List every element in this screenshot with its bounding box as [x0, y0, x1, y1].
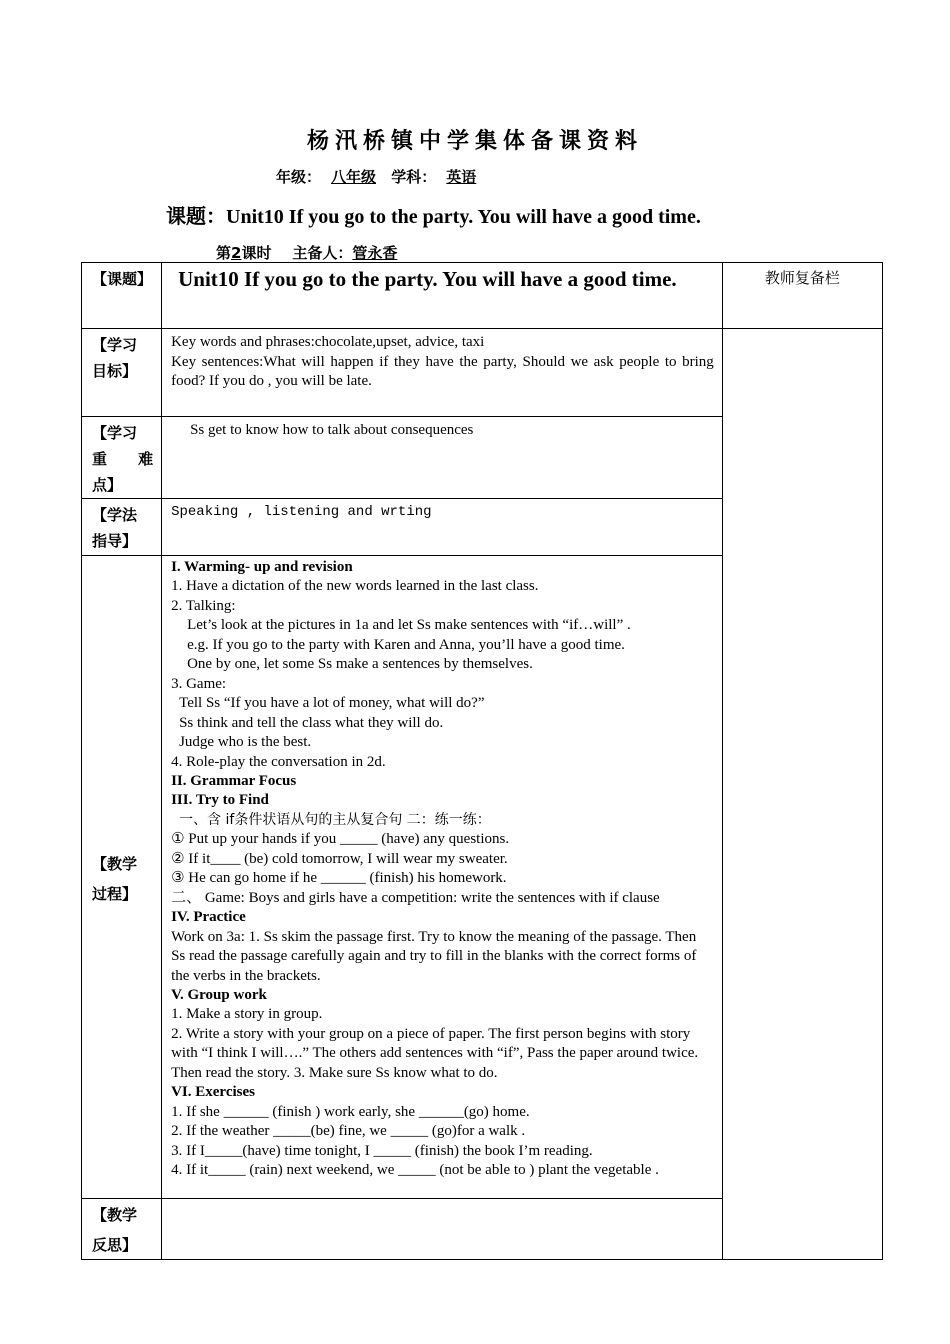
section-heading: IV. Practice	[171, 909, 246, 926]
preparer-name: 管永香	[352, 244, 398, 262]
teacher-review-column	[722, 329, 882, 1260]
difficulty-row-text: Ss get to know how to talk about consequences	[162, 417, 723, 499]
goals-sentences: Key sentences:What will happen if they have the party, Should we ask people to bring food? If you do , you will be late.	[171, 353, 714, 389]
grade-value: 八年级	[331, 168, 377, 186]
text-line: 1. Have a dictation of the new words learned in the last class.	[171, 578, 539, 595]
lesson-plan-table	[81, 262, 883, 1260]
lesson-number: 2	[231, 244, 242, 262]
text-line: Work on 3a: 1. Ss skim the passage first. Try to know the meaning of the passage. Then Ss read the passage carefully again and try to fill in the blanks with the correct forms of the verbs in the brackets.	[171, 928, 697, 984]
lesson-line	[216, 242, 397, 263]
text-line: One by one, let some Ss make a sentences by themselves.	[187, 656, 533, 673]
process-row-content	[162, 556, 723, 1199]
document-title: 杨汛桥镇中学集体备课资料	[306, 129, 643, 154]
topic-row	[82, 263, 883, 329]
topic-row-label: 【课题】	[82, 263, 162, 329]
text-line: ③ He can go home if he ______ (finish) his homework.	[171, 870, 507, 887]
method-row-text: Speaking , listening and wrting	[162, 499, 723, 556]
text-line: Ss think and tell the class what they will do.	[179, 714, 444, 731]
text-line: Let’s look at the pictures in 1a and let Ss make sentences with “if…will” .	[187, 617, 631, 634]
exercise-line: 4. If it_____ (rain) next weekend, we _____ (not be able to ) plant the vegetable .	[171, 1162, 659, 1179]
preparer-label: 主备人：	[292, 244, 353, 262]
text-line: 二、 Game: Boys and girls have a competition: write the sentences with if clause	[171, 889, 660, 906]
difficulty-row-label: 【学习 重 难 点】	[82, 417, 162, 499]
text-line: 4. Role-play the conversation in 2d.	[171, 753, 386, 770]
text-line: 3. Game:	[171, 675, 227, 692]
teacher-review-header: 教师复备栏	[722, 263, 882, 329]
text-line: Tell Ss “If you have a lot of money, what will do?”	[179, 695, 485, 712]
goals-row-content	[162, 329, 723, 417]
text-line: 一、含 if条件状语从句的主从复合句 二：练一练：	[179, 811, 491, 828]
text-line: ② If it____ (be) cold tomorrow, I will wear my sweater.	[171, 850, 508, 867]
lesson-prefix: 第	[216, 244, 232, 262]
method-row-label: 【学法 指导】	[82, 499, 162, 556]
process-row-label: 【教学 过程】	[82, 556, 162, 1199]
goals-words: Key words and phrases:chocolate,upset, advice, taxi	[171, 334, 485, 350]
text-line: 2. Write a story with your group on a piece of paper. The first person begins with story with “I think I will….” The others add sentences with “if”, Pass the paper around twice. Then read the story. 3. Make sure Ss know what to do.	[171, 1025, 699, 1081]
goals-row	[82, 329, 883, 417]
text-line: ① Put up your hands if you _____ (have) any questions.	[171, 831, 510, 848]
subject-label: 学科：	[391, 168, 437, 186]
text-line: e.g. If you go to the party with Karen and Anna, you’ll have a good time.	[187, 636, 625, 653]
section-heading: V. Group work	[171, 986, 267, 1003]
grade-label: 年级：	[276, 168, 322, 186]
topic-row-text: Unit10 If you go to the party. You will have a good time.	[162, 263, 723, 329]
topic-label: 课题：	[166, 204, 226, 228]
exercise-line: 1. If she ______ (finish ) work early, she ______(go) home.	[171, 1103, 530, 1120]
section-heading: III. Try to Find	[171, 792, 269, 809]
reflection-row-label: 【教学 反思】	[82, 1199, 162, 1260]
topic-text: Unit10 If you go to the party. You will have a good time.	[226, 206, 701, 228]
section-heading: VI. Exercises	[171, 1084, 255, 1101]
lesson-suffix: 课时	[241, 244, 272, 262]
exercise-line: 2. If the weather _____(be) fine, we _____ (go)for a walk .	[171, 1123, 526, 1140]
section-heading: II. Grammar Focus	[171, 772, 297, 789]
text-line: Judge who is the best.	[179, 734, 312, 751]
goals-row-label: 【学习 目标】	[82, 329, 162, 417]
reflection-row-content	[162, 1199, 723, 1260]
grade-subject-line	[276, 166, 486, 187]
exercise-line: 3. If I_____(have) time tonight, I _____ (finish) the book I’m reading.	[171, 1142, 593, 1159]
section-heading: I. Warming- up and revision	[171, 559, 353, 575]
text-line: 2. Talking:	[171, 597, 236, 614]
topic-heading	[166, 200, 701, 229]
subject-value: 英语	[446, 168, 477, 186]
text-line: 1. Make a story in group.	[171, 1006, 323, 1023]
